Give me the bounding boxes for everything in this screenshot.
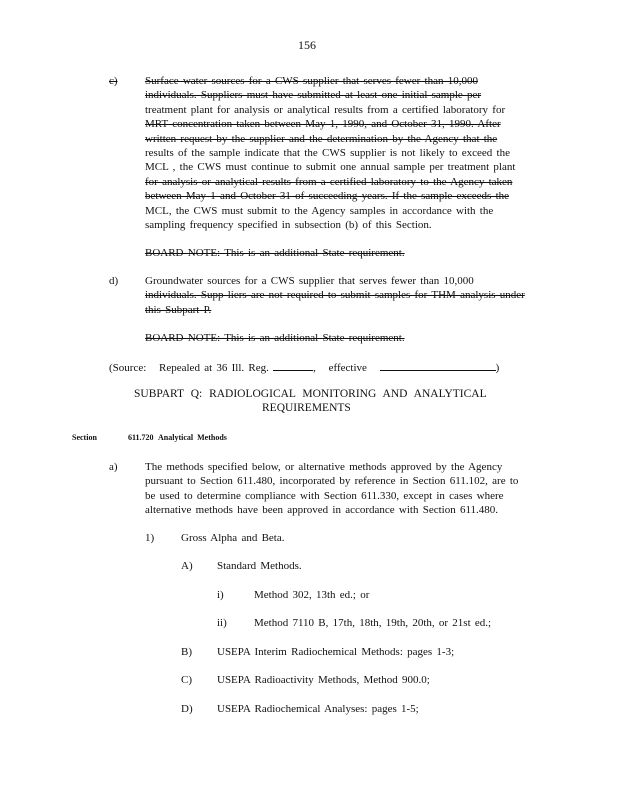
- section-number: 611.720: [128, 433, 154, 442]
- item-c-line: treatment plant for analysis or analytical results from a certified laboratory for: [145, 103, 506, 116]
- item-c-line: MCL , the CWS must continue to submit one annual sample per treatment plant: [145, 161, 516, 174]
- item-1-text: Gross Alpha and Beta.: [181, 532, 285, 544]
- item-a-line: pursuant to Section 611.480, incorporated by reference in Section 611.102, are to: [145, 475, 519, 488]
- source-line: [109, 359, 499, 375]
- item-i-text: Method 302, 13th ed.; or: [254, 589, 370, 601]
- subpart-title-line2: REQUIREMENTS: [262, 402, 351, 414]
- item-c-label: c): [109, 75, 118, 87]
- item-a-line: alternative methods have been approved in accordance with Section 611.480.: [145, 504, 499, 517]
- item-c-line: MRT concentration taken between May 1, 1990, and October 31, 1990. After: [145, 118, 501, 131]
- subpart-title-line1: SUBPART Q: RADIOLOGICAL MONITORING AND ANALYTICAL: [134, 388, 487, 400]
- item-d-label: d): [109, 275, 119, 287]
- item-c-line: written request by the supplier and the determination by the Agency that the: [145, 132, 498, 145]
- source-effective: effective: [328, 362, 367, 374]
- item-B-label: B): [181, 646, 192, 658]
- item-C-label: C): [181, 674, 192, 686]
- item-a-line: The methods specified below, or alternative methods approved by the Agency: [145, 461, 503, 473]
- item-c-line: for analysis or analytical results from a certified laboratory to the Agency taken: [145, 175, 513, 188]
- item-a-label: a): [109, 461, 118, 473]
- item-d-line: Groundwater sources for a CWS supplier that serves fewer than 10,000: [145, 275, 474, 287]
- item-B-text: USEPA Interim Radiochemical Methods: pages 1-3;: [217, 646, 455, 658]
- item-a-line: be used to determine compliance with Section 611.330, except in cases where: [145, 489, 504, 502]
- item-c-line: between May 1 and October 31 of succeeding years. If the sample exceeds the: [145, 190, 510, 203]
- item-D-text: USEPA Radiochemical Analyses: pages 1-5;: [217, 703, 419, 715]
- item-d-line: this Subpart P.: [145, 303, 212, 316]
- item-1-label: 1): [145, 532, 155, 544]
- item-c-line: MCL, the CWS must submit to the Agency samples in accordance with the: [145, 204, 494, 217]
- item-c-line: results of the sample indicate that the CWS supplier is not likely to exceed the: [145, 147, 510, 159]
- source-suffix: ): [495, 362, 500, 374]
- source-comma: ,: [313, 362, 316, 374]
- item-ii-text: Method 7110 B, 17th, 18th, 19th, 20th, or 21st ed.;: [254, 617, 492, 629]
- source-repealed: Repealed at 36 Ill. Reg.: [159, 362, 269, 374]
- item-c-board-note: BOARD NOTE: This is an additional State requirement.: [145, 247, 405, 259]
- item-c-line: Surface water sources for a CWS supplier that serves fewer than 10,000: [145, 75, 478, 87]
- item-A-label: A): [181, 560, 193, 572]
- item-C-text: USEPA Radioactivity Methods, Method 900.0;: [217, 674, 430, 686]
- section-title: Analytical Methods: [158, 433, 227, 442]
- effective-date-blank: [380, 359, 496, 371]
- register-page-blank: [273, 359, 313, 371]
- item-c-line: individuals. Suppliers must have submitted at least one initial sample per: [145, 89, 482, 102]
- section-label: Section: [72, 433, 97, 442]
- item-A-text: Standard Methods.: [217, 560, 302, 572]
- item-ii-label: ii): [217, 617, 227, 629]
- item-d-board-note: BOARD NOTE: This is an additional State requirement.: [145, 332, 405, 344]
- item-c-line: sampling frequency specified in subsection (b) of this Section.: [145, 219, 432, 231]
- item-i-label: i): [217, 589, 224, 601]
- item-d-line: individuals. Supp liers are not required to submit samples for THM analysis under: [145, 289, 525, 302]
- source-prefix: (Source:: [109, 362, 147, 374]
- page-number: 156: [298, 38, 316, 52]
- item-D-label: D): [181, 703, 193, 715]
